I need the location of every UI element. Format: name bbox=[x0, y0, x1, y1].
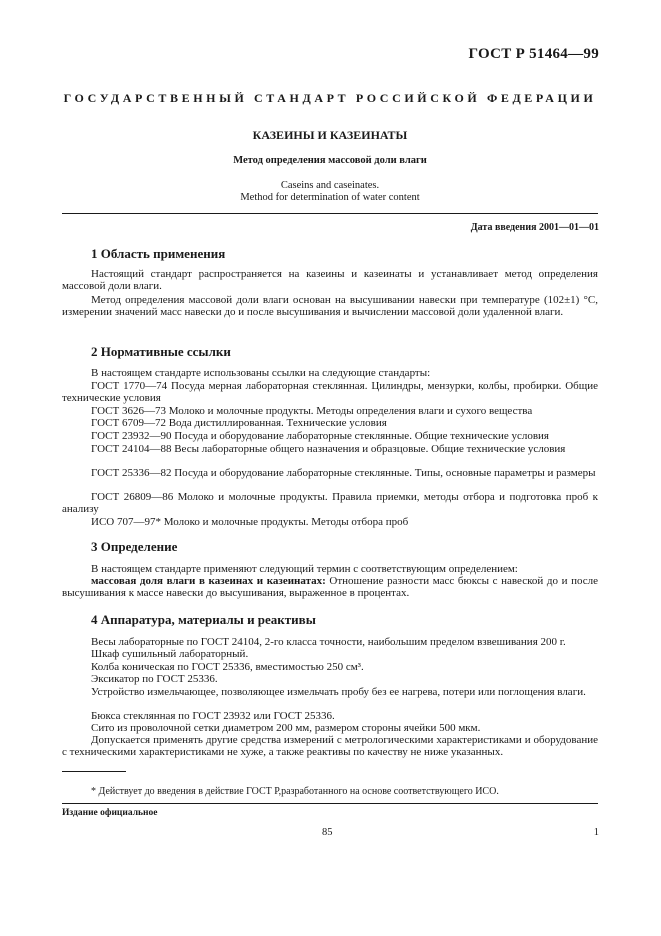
english-title bbox=[62, 180, 598, 204]
footnote: * Действует до введения в действие ГОСТ Р,разработанного на основе соответствующего ИСО. bbox=[91, 786, 499, 797]
reference-list-item: ГОСТ 26809—86 Молоко и молочные продукты. Правила приемки, методы отбора и подготовка проб к анализу bbox=[62, 491, 598, 516]
section-1-paragraph-1: Настоящий стандарт распространяется на казеины и казеинаты и устанавливает метод определения массовой доли влаги. bbox=[62, 268, 598, 293]
section-2-intro: В настоящем стандарте использованы ссылки на следующие стандарты: bbox=[91, 367, 431, 379]
reference-list-item: ГОСТ 23932—90 Посуда и оборудование лабораторные стеклянные. Общие технические условия bbox=[91, 430, 549, 442]
footnote-divider bbox=[62, 771, 126, 772]
apparatus-item: Весы лабораторные по ГОСТ 24104, 2-го класса точности, наибольшим пределом взвешивания 200 г. bbox=[91, 636, 566, 648]
reference-list-item: ГОСТ 25336—82 Посуда и оборудование лабораторные стеклянные. Типы, основные параметры и размеры bbox=[91, 467, 596, 479]
document-subtitle: Метод определения массовой доли влаги bbox=[233, 155, 427, 166]
reference-list-item: ИСО 707—97* Молоко и молочные продукты. Методы отбора проб bbox=[91, 516, 409, 528]
sheet-number: 1 bbox=[593, 827, 599, 838]
edition-label: Издание официальное bbox=[62, 808, 158, 818]
reference-list-item: ГОСТ 24104—88 Весы лабораторные общего назначения и образцовые. Общие технические условия bbox=[91, 443, 566, 455]
section-4-heading: 4 Аппаратура, материалы и реактивы bbox=[91, 612, 316, 627]
term-name: массовая доля влаги в казеинах и казеинатах: bbox=[91, 575, 326, 587]
section-1-paragraph-2: Метод определения массовой доли влаги основан на высушивании навески при температуре (102±1) °С, измерении значений масс навески до и после высушивания и вычислении массовой доли удаленной влаги. bbox=[62, 294, 598, 319]
section-2-heading: 2 Нормативные ссылки bbox=[91, 344, 231, 359]
title-divider bbox=[62, 213, 598, 214]
apparatus-item: Устройство измельчающее, позволяющее измельчать пробу без ее нагрева, потери или поглощения влаги. bbox=[91, 686, 586, 698]
apparatus-item: Сито из проволочной сетки диаметром 200 мм, размером стороны ячейки 500 мкм. bbox=[91, 722, 481, 734]
term-definition-text: Отношение разности масс бюксы с навеской до и после высушивания к массе навески до высушивания, выраженное в процентах. bbox=[62, 575, 598, 600]
document-title: КАЗЕИНЫ И КАЗЕИНАТЫ bbox=[252, 128, 408, 142]
section-1-heading: 1 Область применения bbox=[91, 246, 226, 261]
apparatus-item: Бюкса стеклянная по ГОСТ 23932 или ГОСТ 25336. bbox=[91, 710, 335, 722]
section-3-heading: 3 Определение bbox=[91, 539, 178, 554]
section-3-intro: В настоящем стандарте применяют следующий термин с соответствующим определением: bbox=[91, 563, 518, 575]
reference-list-item: ГОСТ 3626—73 Молоко и молочные продукты. Методы определения влаги и сухого вещества bbox=[91, 405, 533, 417]
page-number: 85 bbox=[322, 827, 333, 838]
english-title-line-2: Method for determination of water content bbox=[240, 192, 420, 203]
standard-type-heading: ГОСУДАРСТВЕННЫЙ СТАНДАРТ РОССИЙСКОЙ ФЕДЕРАЦИИ bbox=[63, 91, 597, 105]
edition-divider bbox=[62, 803, 598, 804]
reference-list-item: ГОСТ 1770—74 Посуда мерная лабораторная стеклянная. Цилиндры, мензурки, колбы, пробирки. Общие технические условия bbox=[62, 380, 598, 405]
apparatus-item: Колба коническая по ГОСТ 25336, вместимостью 250 см³. bbox=[91, 661, 364, 673]
apparatus-item: Эксикатор по ГОСТ 25336. bbox=[91, 673, 218, 685]
english-title-line-1: Caseins and caseinates. bbox=[280, 180, 380, 191]
introduction-date: Дата введения 2001—01—01 bbox=[470, 222, 599, 233]
reference-list-item: ГОСТ 6709—72 Вода дистиллированная. Технические условия bbox=[91, 417, 387, 429]
document-code: ГОСТ Р 51464—99 bbox=[468, 46, 599, 62]
apparatus-item: Шкаф сушильный лабораторный. bbox=[91, 648, 249, 660]
term-definition bbox=[62, 575, 598, 600]
apparatus-item: Допускается применять другие средства измерений с метрологическими характеристиками и оборудование с техническими характеристиками не хуже, а также реактивы по качеству не ниже указанных. bbox=[62, 734, 598, 759]
